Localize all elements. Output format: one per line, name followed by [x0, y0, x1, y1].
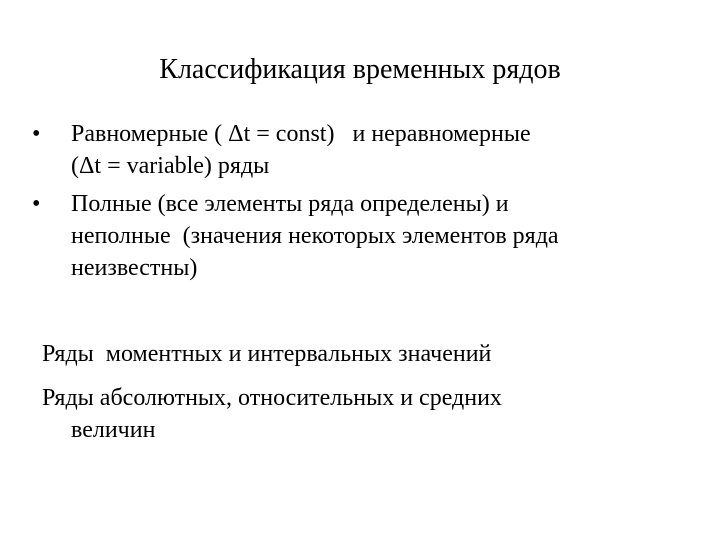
paragraph-absolute-relative [42, 382, 682, 446]
bullet-dot-icon: • [32, 191, 41, 217]
paragraph-line: Ряды абсолютных, относительных и средних [42, 385, 502, 411]
bullet-list [32, 118, 692, 290]
bullet-line [71, 118, 692, 150]
paragraph-line: Ряды моментных и интервальных значений [42, 341, 492, 367]
plain-paragraphs [42, 338, 682, 458]
slide-title: Классификация временных рядов [159, 54, 561, 85]
bullet-line: Полные (все элементы ряда определены) и [71, 191, 509, 217]
bullet-dot-icon: • [32, 121, 41, 147]
bullet-line: неизвестны) [71, 255, 198, 281]
bullet-item-complete [32, 188, 692, 284]
bullet-line: (Δt = variable) ряды [71, 153, 270, 179]
paragraph-moment-interval [42, 338, 682, 370]
bullet-item-uniform [32, 118, 692, 182]
bullet-text: Равномерные ( Δt = const) [71, 121, 335, 147]
bullet-text: и неравномерные [352, 121, 531, 147]
bullet-line: неполные (значения некоторых элементов ряда [71, 223, 559, 249]
paragraph-line: величин [71, 417, 156, 443]
